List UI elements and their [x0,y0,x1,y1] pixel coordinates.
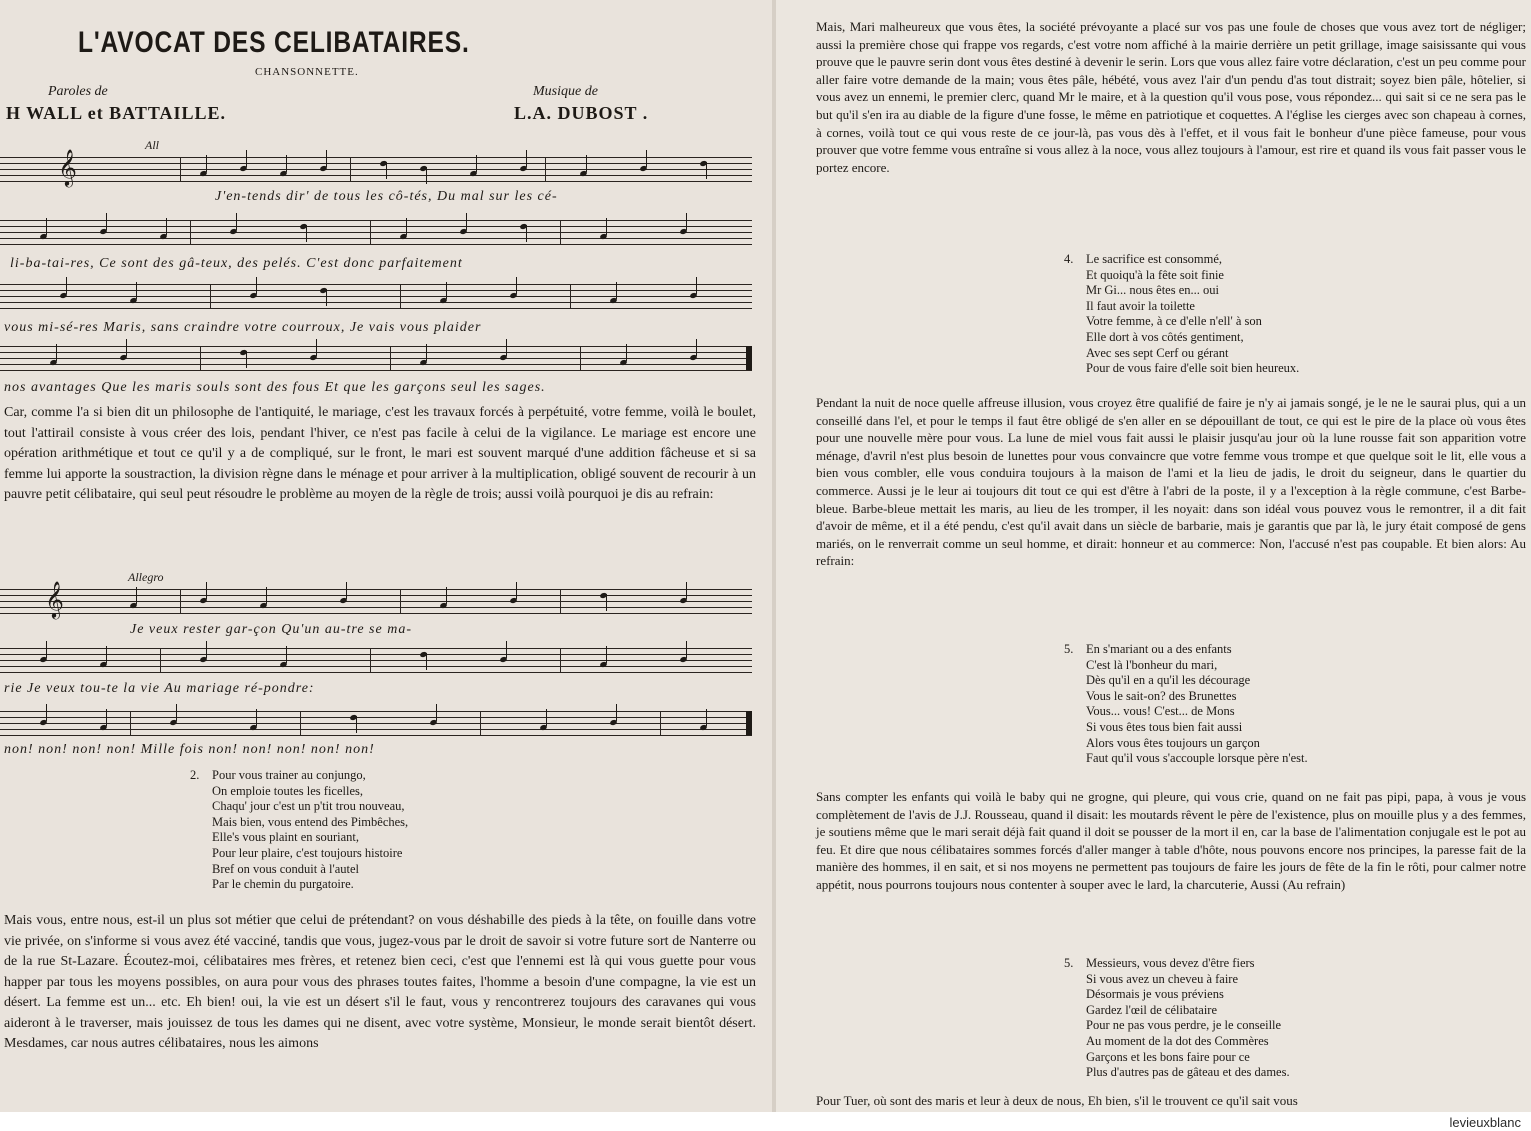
verse-line: Garçons et les bons faire pour ce [1086,1049,1250,1064]
song-title: L'AVOCAT DES CELIBATAIRES. [78,26,470,59]
treble-clef-icon: 𝄞 [58,149,77,185]
verse-line: Si vous êtes tous bien fait aussi [1086,719,1243,734]
spoken-text-5: Sans compter les enfants qui voilà le baby qui ne grogne, qui pleure, qui vous crie, quand on ne fait pas pipi, papa, à vous je vous complètement de l'avis de J.J. Rousseau, quand il disait: les moutards rêvent le père de l'existence, plus on mouille plus y a des femmes, je soutiens même que le mari serait déjà fait quand il doit se pousser de la mort il en, car la base de l'alimentation conjugale est le pot au feu. Et dire que nous célibataires sommes forcés d'aller manger à table d'hôte, nous pouvons encore nos principes, la paresse fait de la manière des hommes, il en sait, et si nos moyens ne permettent pas toujours de faire les jours de fête de la fin le rôti, pour calmer notre appétit, nous pourrons toujours nous contenter à souper avec le lard, la charcuterie, Aussi (Au refrain) [816,789,1526,892]
spoken-text-4: Pendant la nuit de noce quelle affreuse illusion, vous croyez être qualifié de faire je n'y ai jamais songé, je le ne le saurai plus, qui a un conseillé dans l'el, et pour le temps il faut être obligé de s'en aller en se dépouillant de tout, ce qui est le pire de la place où vous êtes pour une nouvelle mère pour vous. La lune de miel vous fait aussi le plaisir jusqu'au jour où la lune rousse fait son apparition votre ménage, d'avril n'est plus besoin de lunettes pour vous convaincre que votre femme vous trompe et que quelque soit le lit, elle vous a bien vous combler, elle vous conduira toujours à la maison de l'ami et la lieu de jadis, le droit du seigneur, dans le quartier du commerce. Aussi je le leur ai toujours dit tout ce qui est d'être à l'abri de la poste, il y a l'exception à la règle commune, c'est Barbe-bleue. Barbe-bleue mettait les maris, au lieu de les tromper, il les noyait: dans son idéal vous pouvez vous le remontrer, il a dit fait d'avoir de même, et il a été pendu, c'est qu'il avait dans un siècle de barbarie, mais je garantis que par là, le jury était composé de gens mariés, on le renverrait comme un seul homme, et dirait: honneur et au commerce: Non, l'accusé n'est pas coupable. Et bien alors: Au refrain: [816,395,1526,569]
lyric-line: li-ba-tai-res, Ce sont des gâ-teux, des pelés. C'est donc parfaitement [10,256,463,271]
lyric-line: non! non! non! non! Mille fois non! non! non! non! non! [4,742,375,757]
verse-line: Pour vous trainer au conjungo, [212,768,366,782]
verse-line: Désormais je vous préviens [1086,987,1224,1002]
lyric-line: vous mi-sé-res Maris, sans craindre votre courroux, Je vais vous plaider [4,320,482,335]
verse-line: Faut qu'il vous s'accouple lorsque père n'est. [1086,751,1308,766]
verse-line: Le sacrifice est consommé, [1086,252,1223,266]
verse-line: Et quoiqu'à la fête soit finie [1086,267,1224,282]
verse-line: En s'mariant ou a des enfants [1086,642,1232,656]
verse-line: On emploie toutes les ficelles, [212,783,364,798]
music-staff [0,220,752,244]
spoken-text-1: Car, comme l'a si bien dit un philosophe de l'antiquité, le mariage, c'est les travaux forcés à perpétuité, votre femme, voilà le boulet, tout l'attirail consiste à vous créer des lois, pendant l'hiver, ce n'est pas facile à celui de la vigilance. Le mariage est encore une opération arithmétique et tout ce qu'il y a de compliqué, sur le front, le mari est souvent marqué d'une addition fâcheuse et si sa femme lui apporte la soustraction, la division règne dans le ménage et pour arriver à la multiplication, obligé souvent de recourir à un pauvre petit célibataire, qui seul peut résoudre le problème au moyen de la règle de trois; aussi voilà pourquoi je dis au refrain: [4,405,756,502]
verse-line: Messieurs, vous devez d'être fiers [1086,956,1255,970]
verse-line: Au moment de la dot des Commères [1086,1033,1269,1048]
music-staff [0,648,752,672]
lyrics-credit-names: H WALL et BATTAILLE. [6,103,227,123]
verse-line: Plus d'autres pas de gâteau et des dames. [1086,1065,1290,1080]
music-staff [0,149,752,185]
watermark-text: levieuxblanc [1449,1115,1521,1130]
music-credit-label: Musique de [533,84,598,99]
lyric-line: nos avantages Que les maris souls sont des fous Et que les garçons seul les sages. [4,380,546,395]
verse-number: 5. [1064,642,1074,656]
spoken-text-6: Pour Tuer, où sont des maris et leur à deux de nous, Eh bien, s'il le trouvent ce qu'il sait vous [816,1093,1298,1108]
verse-line: Pour leur plaire, c'est toujours histoire [212,845,403,860]
verse-line: Si vous avez un cheveu à faire [1086,971,1239,986]
verse-line: Mais bien, vous entend des Pimbêches, [212,814,409,829]
lyric-line: rie Je veux tou-te la vie Au mariage ré-pondre: [4,681,315,696]
verse-5 [1064,642,1308,767]
verse-line: Alors vous êtes toujours un garçon [1086,735,1260,750]
verse-number: 4. [1064,252,1074,266]
verse-line: Bref on vous conduit à l'autel [212,861,360,876]
tempo-marking-1: All [145,138,159,152]
lyric-line: Je veux rester gar-çon Qu'un au-tre se ma- [130,622,412,637]
music-staff [0,346,752,370]
verse-line: Avec ses sept Cerf ou gérant [1086,345,1229,360]
tempo-marking-2: Allegro [128,570,164,584]
verse-4 [1064,252,1300,377]
verse-line: Dès qu'il en a qu'il les décourage [1086,673,1251,688]
music-staff [0,284,752,308]
verse-number: 5. [1064,956,1074,970]
right-page [776,0,1531,1112]
verse-line: C'est là l'bonheur du mari, [1086,657,1218,672]
verse-line: Gardez l'œil de célibataire [1086,1002,1217,1017]
song-subtitle: CHANSONNETTE. [255,66,359,78]
verse-line: Vous le sait-on? des Brunettes [1086,688,1237,703]
lyrics-credit-label: Paroles de [48,84,108,99]
verse-line: Vous... vous! C'est... de Mons [1086,704,1235,719]
verse-6 [1064,956,1290,1081]
footer-strip [0,1112,1531,1131]
verse-line: Par le chemin du purgatoire. [212,877,354,892]
left-page [0,0,772,1112]
treble-clef-icon: 𝄞 [45,581,64,617]
verse-line: Elle's vous plaint en souriant, [212,830,360,845]
music-credit-name: L.A. DUBOST . [514,103,649,123]
verse-line: Elle dort à vos côtés gentiment, [1086,329,1244,344]
verse-line: Pour de vous faire d'elle soit bien heureux. [1086,361,1300,376]
spoken-text-2: Mais vous, entre nous, est-il un plus sot métier que celui de prétendant? on vous déshabille des pieds à la tête, on fouille dans votre vie privée, on s'informe si vous avez été vacciné, tandis que vous, jugez-vous par le droit de savoir si votre future sort de Nanterre ou de la rue St-Lazare. Écoutez-moi, célibataires mes frères, et retenez bien ceci, c'est que l'ennemi est là qui vous guette pour vous happer par tous les moyens possibles, on aura pour vous des phrases toutes faites, l'homme a besoin d'une compagne, la vie est un désert. La femme est un... etc. Eh bien! oui, la vie est un désert s'il le faut, vous y rencontrerez toujours des caravanes qui vous aideront à le traverser, mais jouissez de tous les dames qui ne disent, avec votre système, Monsieur, le monde serait bientôt désert. Mesdames, car nous autres célibataires, nous les aimons [4,913,756,1051]
music-staff [0,581,752,617]
verse-line: Votre femme, à ce d'elle n'ell' à son [1086,314,1262,329]
verse-line: Mr Gi... nous êtes en... oui [1086,283,1219,298]
verse-number: 2. [190,768,200,782]
spoken-text-3: Mais, Mari malheureux que vous êtes, la société prévoyante a placé sur vos pas une foule de choses que vous avez tort de négliger; aussi la première chose qui frappe vos regards, c'est votre nom affiché à la mairie derrière un petit grillage, image saisissante qui vous prouve que le pauvre serin dont vous êtes destiné à devenir le serin. Lors que vous allez faire votre déclaration, c'est un peu comme pour aller faire votre demande de la main; vous êtes pâle, hébété, vous avez l'air d'un pendu d'as tout distrait; soyez bien pâle, hôtelier, si vous avez un ennemi, le premier clerc, quand Mr le maire, et à la question qu'il vous pose, vous répondez... qui sait si ce ne sera pas le but qu'il s'en ira au diable de la figure d'une fosse, le même en patriotique et coquettes. A l'église les cierges avec son chapeau à cornes, à cornes, voilà tout ce qui vous reste de ce jour-là, pas vous dès à l'effet, et il vous fait le bonheur d'une pièce fameuse, pour vous prouver que votre femme vous entraîne si vous allez à la noce, vous allez toujours à l'amour, est rire et quand ils vous fait passer vous le portez encore. [816,19,1526,175]
verse-line: Pour ne pas vous perdre, je le conseille [1086,1018,1282,1033]
verse-2 [190,768,409,893]
lyric-line: J'en-tends dir' de tous les cô-tés, Du mal sur les cé- [215,189,558,204]
verse-line: Il faut avoir la toilette [1086,298,1195,313]
music-staff [0,711,752,735]
verse-line: Chaqu' jour c'est un p'tit trou nouveau, [212,799,405,814]
